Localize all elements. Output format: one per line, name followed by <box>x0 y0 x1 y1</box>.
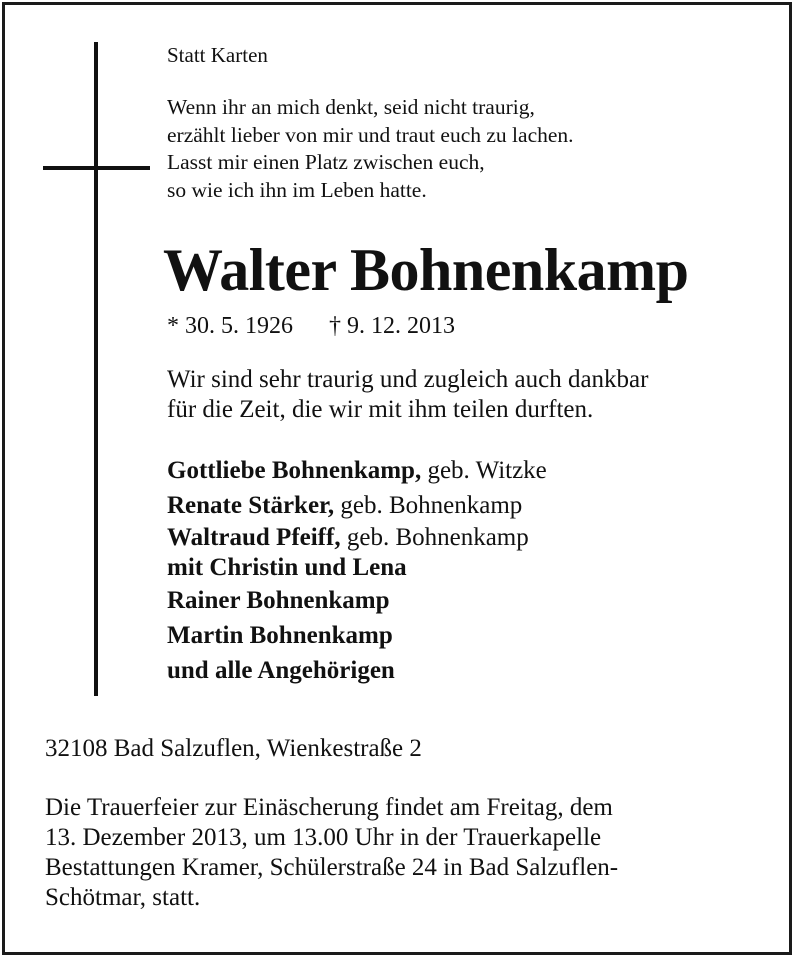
family-member-name: Waltraud Pfeiff, <box>167 524 341 551</box>
family-member-maiden-name: geb. Bohnenkamp <box>334 492 523 519</box>
family-member-name: Renate Stärker, <box>167 492 335 519</box>
family-list <box>167 453 547 688</box>
thanks-line: Wir sind sehr traurig und zugleich auch dankbar <box>167 366 649 393</box>
poem-line: Lasst mir einen Platz zwischen euch, <box>167 150 485 174</box>
poem-line: so wie ich ihn im Leben hatte. <box>167 177 427 202</box>
family-member-name: Rainer Bohnenkamp <box>167 587 390 614</box>
family-member <box>167 618 547 653</box>
poem-line: erzählt lieber von mir und traut euch zu lachen. <box>167 122 574 147</box>
family-member <box>167 583 547 618</box>
notice-line: Die Trauerfeier zur Einäscherung findet am Freitag, dem <box>45 794 613 821</box>
family-member-name: Martin Bohnenkamp <box>167 622 393 649</box>
deceased-name: Walter Bohnenkamp <box>163 237 689 303</box>
statt-karten-label: Statt Karten <box>167 43 268 67</box>
poem-line: Wenn ihr an mich denkt, seid nicht traurig, <box>167 95 535 119</box>
birth-date: * 30. 5. 1926 <box>167 313 293 339</box>
cross-icon-horizontal <box>43 166 150 170</box>
family-member <box>167 553 547 583</box>
poem <box>167 94 574 204</box>
funeral-notice <box>45 793 618 913</box>
cross-icon-vertical <box>94 42 98 696</box>
family-member <box>167 488 547 523</box>
thanks-line: für die Zeit, die wir mit ihm teilen durften. <box>167 396 594 423</box>
family-member-maiden-name: geb. Witzke <box>421 457 547 484</box>
notice-line: Schötmar, statt. <box>45 884 201 911</box>
death-date: † 9. 12. 2013 <box>329 313 455 339</box>
thanks-text <box>167 365 648 425</box>
address: 32108 Bad Salzuflen, Wienkestraße 2 <box>45 735 422 762</box>
family-member-name: Gottliebe Bohnenkamp, <box>167 457 422 484</box>
family-member <box>167 453 547 488</box>
family-member <box>167 653 547 688</box>
family-member-name: und alle Angehörigen <box>167 657 395 684</box>
family-member <box>167 523 547 553</box>
notice-line: 13. Dezember 2013, um 13.00 Uhr in der Trauerkapelle <box>45 824 602 851</box>
notice-line: Bestattungen Kramer, Schülerstraße 24 in Bad Salzuflen- <box>45 854 619 881</box>
family-member-name: mit Christin und Lena <box>167 554 407 581</box>
family-member-maiden-name: geb. Bohnenkamp <box>340 524 529 551</box>
life-dates <box>167 313 455 340</box>
